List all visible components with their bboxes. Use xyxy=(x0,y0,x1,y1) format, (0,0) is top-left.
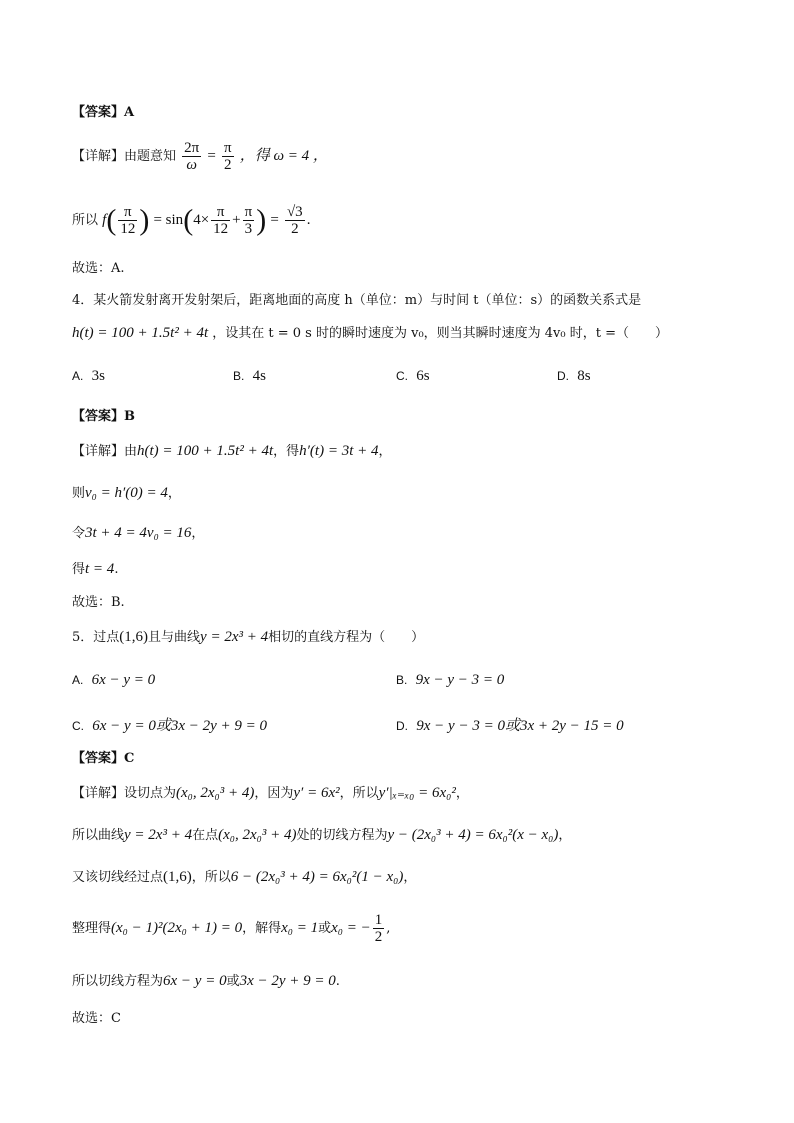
q4-stem-rest: ，设其在 t = 0 s 时的瞬时速度为 v₀，则当其瞬时速度为 4v₀ 时，t =（ ） xyxy=(212,326,668,341)
q4-detail-1: 【详解】由h(t) = 100 + 1.5t² + 4t，得h′(t) = 3t + 4， xyxy=(72,443,392,459)
q5-detail-2: 所以曲线y = 2x³ + 4在点(x₀, 2x₀³ + 4)处的切线方程为y − (2x₀³ + 4) = 6x₀²(x − x₀)， xyxy=(72,827,572,843)
q5-option-b: B. 9x − y − 3 = 0 xyxy=(396,672,505,688)
q4-height-function: h(t) = 100 + 1.5t² + 4t xyxy=(72,325,209,341)
q5-option-a: A. 6x − y = 0 xyxy=(72,672,156,688)
q5-detail-1: 【详解】设切点为(x₀, 2x₀³ + 4)，因为y′ = 6x²，所以y′|ₓ₌ₓ₀ = 6x₀²， xyxy=(72,785,469,801)
q4-answer: 【答案】B xyxy=(72,409,135,424)
q3-detail-line: 【详解】由题意知 $\frac{2\pi}{\omega}$ = $\frac{\pi}{2}$ ，得 ω = 4 ， xyxy=(72,139,328,173)
q4-detail-3: 令3t + 4 = 4v₀ = 16， xyxy=(72,525,205,541)
q3-sin: = sin xyxy=(153,212,184,228)
q3-answer: 【答案】A xyxy=(72,105,135,120)
q3-function-f: f xyxy=(102,212,107,228)
q5-detail-5: 所以切线方程为6x − y = 0或3x − 2y + 9 = 0. xyxy=(72,973,340,989)
q3-detail-suffix: ，得 ω = 4 ， xyxy=(239,148,328,164)
q4-option-a: A. 3s xyxy=(72,368,105,384)
q5-answer: 【答案】C xyxy=(72,751,135,766)
q3-fraction-2pi-omega: $\frac{2\pi}{\omega}$ xyxy=(184,139,200,173)
q3-fraction-pi-2: $\frac{\pi}{2}$ xyxy=(223,139,232,173)
q4-option-c: C. 6s xyxy=(396,368,430,384)
q4-stem-line1: 4．某火箭发射离开发射架后，距离地面的高度 h（单位：m）与时间 t（单位：s）的函数关系式是 xyxy=(72,293,642,308)
q4-option-b: B. 4s xyxy=(233,368,266,384)
q4-detail-4: 得t = 4. xyxy=(72,561,119,577)
q4-conclusion: 故选：B. xyxy=(72,595,125,610)
q5-detail-3: 又该切线经过点(1,6)，所以6 − (2x₀³ + 4) = 6x₀²(1 − x₀)， xyxy=(72,869,417,885)
q3-detail-prefix: 【详解】由题意知 xyxy=(72,149,177,164)
q3-calc-line: 所以 f( $\frac{\pi}{12}$ ) = sin(4× $\frac{\pi}{12}$ + $\frac{\pi}{3}$ ) = $\frac{√3}{2}$ . xyxy=(72,203,311,237)
q3-result-fraction: $\frac{√3}{2}$ xyxy=(286,203,303,237)
q3-calc-prefix: 所以 xyxy=(72,213,99,228)
q4-stem-line2 xyxy=(72,326,668,341)
q5-option-c: C. 6x − y = 0或3x − 2y + 9 = 0 xyxy=(72,718,268,734)
q3-conclusion: 故选：A. xyxy=(72,261,125,276)
q5-conclusion: 故选：C xyxy=(72,1011,121,1026)
q5-option-d: D. 9x − y − 3 = 0或3x + 2y − 15 = 0 xyxy=(396,718,624,734)
q4-option-d: D. 8s xyxy=(557,368,591,384)
q5-detail-4: 整理得(x₀ − 1)²(2x₀ + 1) = 0，解得x₀ = 1或x₀ = − $\frac{1}{2}$ , xyxy=(72,911,391,945)
q5-stem: 5．过点(1,6)且与曲线y = 2x³ + 4相切的直线方程为（ ） xyxy=(72,629,425,645)
q4-detail-2: 则v₀ = h′(0) = 4， xyxy=(72,485,181,501)
